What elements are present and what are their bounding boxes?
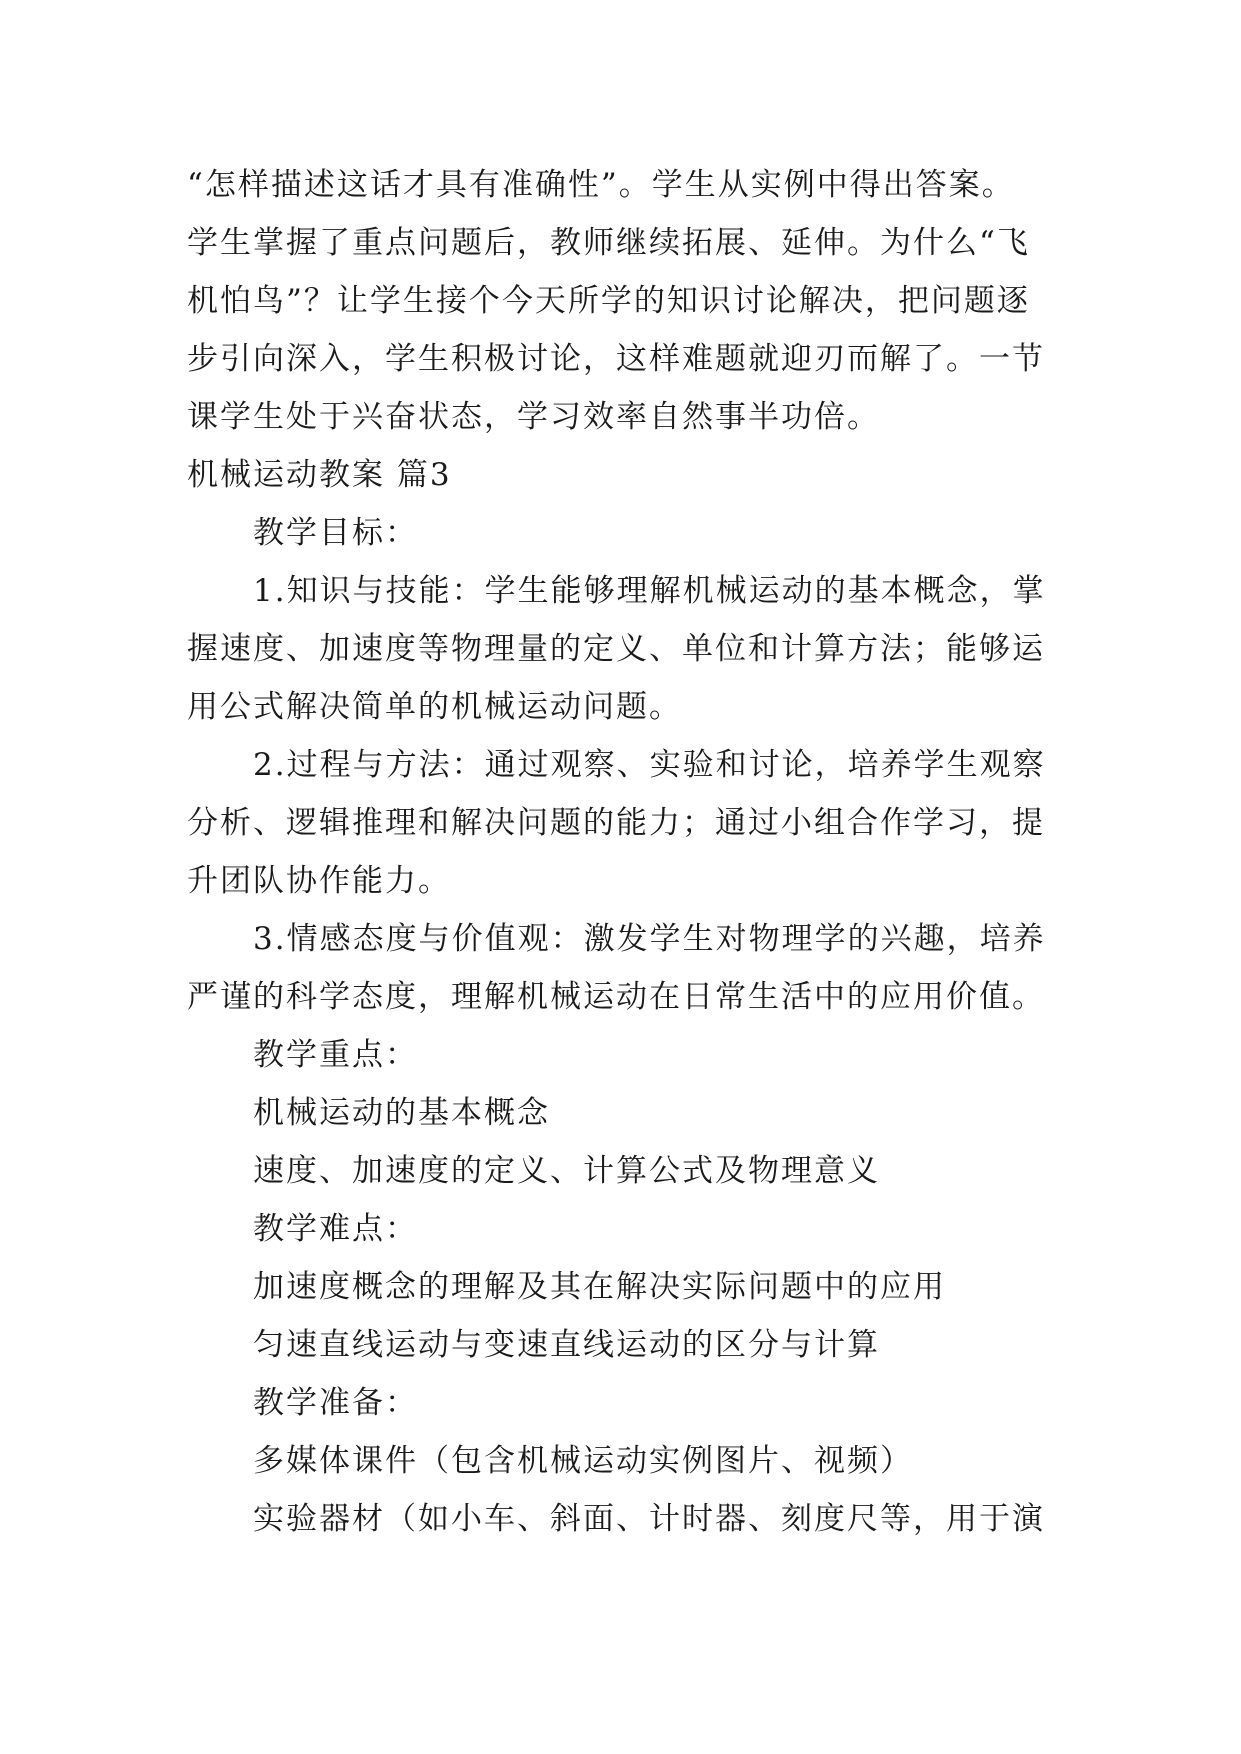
text-line: 用公式解决简单的机械运动问题。 — [187, 689, 682, 725]
text-line: 教学重点： — [253, 1037, 418, 1073]
text-line: 升团队协作能力。 — [187, 863, 451, 899]
text-line: 步引向深入，学生积极讨论，这样难题就迎刃而解了。一节 — [187, 341, 1045, 377]
text-line: 学生掌握了重点问题后，教师继续拓展、延伸。为什么“飞 — [187, 225, 1030, 261]
text-line: 教学难点： — [253, 1211, 418, 1247]
text-line: 3.情感态度与价值观：激发学生对物理学的兴趣，培养 — [253, 921, 1046, 957]
text-line: 机怕鸟”？让学生接个今天所学的知识讨论解决，把问题逐 — [187, 283, 1030, 319]
text-line: 1.知识与技能：学生能够理解机械运动的基本概念，掌 — [253, 573, 1046, 609]
text-line: 分析、逻辑推理和解决问题的能力；通过小组合作学习，提 — [187, 805, 1045, 841]
text-line: 匀速直线运动与变速直线运动的区分与计算 — [253, 1327, 880, 1363]
text-line: “怎样描述这话才具有准确性”。学生从实例中得出答案。 — [187, 167, 1015, 203]
text-line: 2.过程与方法：通过观察、实验和讨论，培养学生观察 — [253, 747, 1046, 783]
text-line: 机械运动教案 篇3 — [187, 457, 452, 493]
text-line: 握速度、加速度等物理量的定义、单位和计算方法；能够运 — [187, 631, 1045, 667]
document-body — [187, 156, 1055, 1548]
text-line: 教学准备： — [253, 1385, 418, 1421]
text-line: 课学生处于兴奋状态，学习效率自然事半功倍。 — [187, 399, 880, 435]
text-line: 严谨的科学态度，理解机械运动在日常生活中的应用价值。 — [187, 979, 1045, 1015]
text-line: 教学目标： — [253, 515, 418, 551]
text-line: 多媒体课件（包含机械运动实例图片、视频） — [253, 1443, 913, 1479]
text-line: 实验器材（如小车、斜面、计时器、刻度尺等，用于演 — [253, 1501, 1045, 1537]
text-line: 机械运动的基本概念 — [253, 1095, 550, 1131]
text-line: 加速度概念的理解及其在解决实际问题中的应用 — [253, 1269, 946, 1305]
text-line: 速度、加速度的定义、计算公式及物理意义 — [253, 1153, 880, 1189]
